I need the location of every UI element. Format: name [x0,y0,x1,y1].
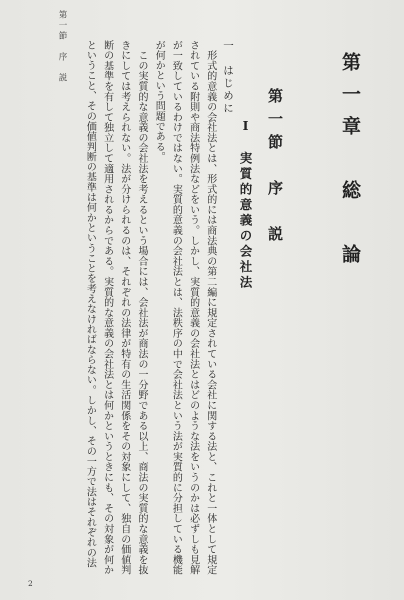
running-head: 第一節 序 説 [57,10,67,84]
paragraph: 形式的意義の会社法とは、形式的には商法典の第二編に規定されている会社に関する法と、これと一体として規定されている附則や商法特例法などをいう。しかし、実質的意義の会社法とはどのような法をいうのかは必ずしも見解が一致しているわけではない。実質的意義の会社法とは、法秩序の中で会社法という法が実質的に分担している機能が何かという問題である。 [153,40,216,575]
subsection-title: Ⅰ 実質的意義の会社法 [238,118,253,291]
chapter-title: 第一章 総 論 [339,52,361,276]
body-text [81,40,236,575]
page-number: 2 [28,579,33,588]
paragraph: この実質的な意義の会社法を考えるという場合には、会社法が商法の一分野である以上、商法の実質的な意義を抜きにしては考えられない。法が分けられるのは、それぞれの法律が特有の生活関係をその対象にして、独自の価値判断の基準を有して独立して適用されるからである。実質的な意義の会社法とは何かというときにも、その対象が何かということ、その価値判断の基準は何かということを考えなければならない。しかし、その一方で法はそれぞれの法 [84,40,147,575]
section-heading: 一 はじめに [222,40,234,115]
section-title: 第一節 序 説 [266,88,284,249]
